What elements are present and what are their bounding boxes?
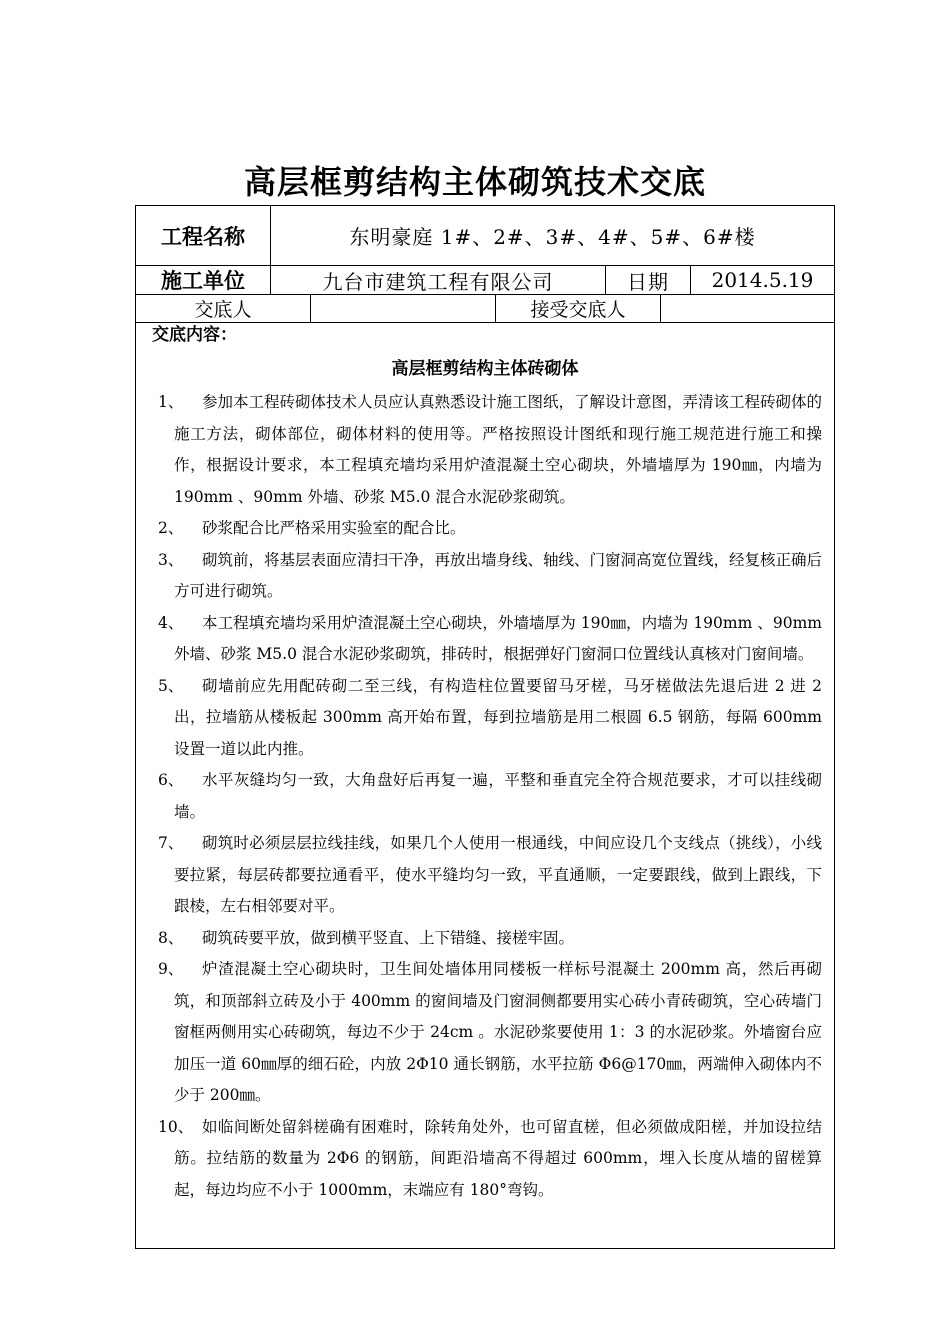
list-item xyxy=(158,828,822,923)
document-title: 高层框剪结构主体砌筑技术交底 xyxy=(243,163,706,201)
item-text: 砌筑砖要平放，做到横平竖直、上下错缝、接槎牢固。 xyxy=(202,928,575,947)
list-item xyxy=(158,1112,822,1207)
date-label: 日期 xyxy=(627,269,669,294)
item-number: 2、 xyxy=(158,519,184,537)
date-value: 2014.5.19 xyxy=(711,268,814,292)
disclosure-items xyxy=(158,387,822,1206)
list-item xyxy=(158,923,822,955)
list-item xyxy=(158,671,822,766)
item-text: 砂浆配合比严格采用实验室的配合比。 xyxy=(202,519,466,537)
list-item xyxy=(158,954,822,1112)
construction-unit-label: 施工单位 xyxy=(161,269,245,293)
item-text: 砌筑时必须层层拉线挂线，如果几个人使用一根通线，中间应设几个支线点（挑线），小线要拉紧，每层砖都要拉通看平，使水平缝均匀一致，平直通顺，一定要跟线，做到上跟线，下跟棱，左右相邻要对平。 xyxy=(174,834,822,915)
list-item xyxy=(158,765,822,828)
item-number: 8、 xyxy=(158,928,184,947)
item-number: 5、 xyxy=(158,676,184,695)
list-item xyxy=(158,513,822,545)
item-text: 炉渣混凝土空心砌块时，卫生间处墙体用同楼板一样标号混凝土 200mm 高，然后再砌筑，和顶部斜立砖及小于 400mm 的窗间墙及门窗洞侧都要用实心砖小青砖砌筑，空心砖墙门窗框两侧用实心砖砌筑，每边不少于 24cm 。水泥砂浆要使用 1：3 的水泥砂浆。外墙窗台应加压一道 60㎜厚的细石砼，内放 2Φ10 通长钢筋，水平拉筋 Φ6@170㎜，两端伸入砌体内不少于 200㎜。 xyxy=(174,960,822,1104)
item-number: 1、 xyxy=(158,393,184,411)
discloser-label: 交底人 xyxy=(194,299,252,321)
item-text: 砌筑前，将基层表面应清扫干净，再放出墙身线、轴线、门窗洞高宽位置线，经复核正确后方可进行砌筑。 xyxy=(174,550,823,600)
item-text: 本工程填充墙均采用炉渣混凝土空心砌块，外墙墙厚为 190㎜，内墙为 190mm 、90mm 外墙、砂浆 M5.0 混合水泥砂浆砌筑，排砖时，根据弹好门窗洞口位置线认真核对门窗间墙。 xyxy=(174,613,822,663)
construction-unit-value: 九台市建筑工程有限公司 xyxy=(322,269,554,294)
item-text: 参加本工程砖砌体技术人员应认真熟悉设计施工图纸，了解设计意图，弄清该工程砖砌体的施工方法，砌体部位，砌体材料的使用等。严格按照设计图纸和现行施工规范进行施工和操作，根据设计要求，本工程填充墙均采用炉渣混凝土空心砌块，外墙墙厚为 190㎜，内墙为 190mm 、90mm 外墙、砂浆 M5.0 混合水泥砂浆砌筑。 xyxy=(174,393,823,506)
item-text: 如临间断处留斜槎确有困难时，除转角处外，也可留直槎，但必须做成阳槎，并加设拉结筋。拉结筋的数量为 2Φ6 的钢筋，间距沿墙高不得超过 600mm，埋入长度从墙的留槎算起，每边均应不小于 1000mm，末端应有 180°弯钩。 xyxy=(174,1117,822,1199)
content-label: 交底内容： xyxy=(152,325,237,345)
item-number: 6、 xyxy=(158,771,184,789)
item-text: 砌墙前应先用配砖砌二至三线，有构造柱位置要留马牙槎，马牙槎做法先退后进 2 进 2 出，拉墙筋从楼板起 300mm 高开始布置，每到拉墙筋是用二根圆 6.5 钢筋，每隔 600mm 设置一道以此内推。 xyxy=(174,676,822,758)
item-number: 9、 xyxy=(158,960,184,978)
item-number: 4、 xyxy=(158,613,184,632)
list-item xyxy=(158,608,822,671)
project-name-value: 东明豪庭 1#、2#、3#、4#、5#、6#楼 xyxy=(349,225,756,249)
item-number: 3、 xyxy=(158,550,184,569)
item-text: 水平灰缝均匀一致，大角盘好后再复一遍，平整和垂直完全符合规范要求，才可以挂线砌墙。 xyxy=(174,771,822,821)
project-name-label: 工程名称 xyxy=(161,224,245,249)
section-title: 高层框剪结构主体砖砌体 xyxy=(391,359,579,379)
discloser-value xyxy=(311,295,495,322)
list-item xyxy=(158,545,822,608)
receiver-label: 接受交底人 xyxy=(530,299,626,321)
receiver-value xyxy=(661,295,834,322)
item-number: 10、 xyxy=(158,1117,194,1136)
list-item xyxy=(158,387,822,513)
row-divider xyxy=(135,322,835,323)
item-number: 7、 xyxy=(158,834,184,852)
